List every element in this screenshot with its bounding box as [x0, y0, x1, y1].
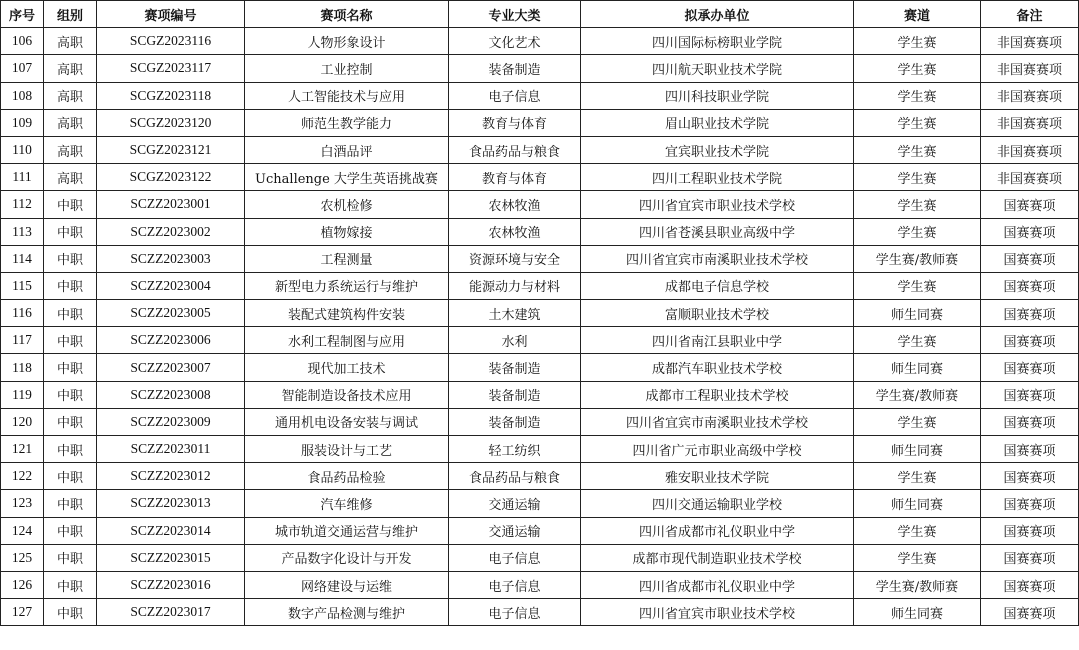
- cell-category: 电子信息: [449, 599, 581, 626]
- cell-category: 装备制造: [449, 381, 581, 408]
- cell-category: 资源环境与安全: [449, 245, 581, 272]
- cell-group: 中职: [44, 245, 97, 272]
- cell-code: SCGZ2023116: [97, 28, 245, 55]
- cell-category: 水利: [449, 327, 581, 354]
- cell-index: 113: [1, 218, 44, 245]
- cell-group: 中职: [44, 490, 97, 517]
- cell-group: 中职: [44, 436, 97, 463]
- cell-index: 123: [1, 490, 44, 517]
- table-row: [1, 300, 1079, 327]
- cell-name: 通用机电设备安装与调试: [245, 408, 449, 435]
- table-row: [1, 164, 1079, 191]
- cell-index: 115: [1, 272, 44, 299]
- table-row: [1, 28, 1079, 55]
- table-row: [1, 218, 1079, 245]
- cell-group: 中职: [44, 191, 97, 218]
- cell-category: 能源动力与材料: [449, 272, 581, 299]
- cell-host: 四川省南江县职业中学: [581, 327, 854, 354]
- cell-host: 成都电子信息学校: [581, 272, 854, 299]
- header-index: 序号: [1, 1, 44, 28]
- cell-code: SCZZ2023015: [97, 544, 245, 571]
- cell-name: 农机检修: [245, 191, 449, 218]
- cell-group: 中职: [44, 300, 97, 327]
- cell-category: 食品药品与粮食: [449, 136, 581, 163]
- cell-track: 学生赛: [854, 218, 981, 245]
- cell-group: 高职: [44, 164, 97, 191]
- cell-index: 114: [1, 245, 44, 272]
- table-row: [1, 272, 1079, 299]
- cell-index: 121: [1, 436, 44, 463]
- cell-note: 国赛赛项: [981, 463, 1079, 490]
- cell-category: 装备制造: [449, 354, 581, 381]
- cell-track: 学生赛: [854, 55, 981, 82]
- cell-code: SCZZ2023012: [97, 463, 245, 490]
- table-body: [1, 28, 1079, 626]
- cell-code: SCZZ2023017: [97, 599, 245, 626]
- cell-category: 装备制造: [449, 408, 581, 435]
- cell-track: 学生赛/教师赛: [854, 381, 981, 408]
- cell-note: 非国赛赛项: [981, 136, 1079, 163]
- cell-name: 装配式建筑构件安装: [245, 300, 449, 327]
- cell-host: 四川省成都市礼仪职业中学: [581, 517, 854, 544]
- cell-track: 学生赛/教师赛: [854, 245, 981, 272]
- header-name: 赛项名称: [245, 1, 449, 28]
- cell-code: SCZZ2023013: [97, 490, 245, 517]
- cell-host: 成都汽车职业技术学校: [581, 354, 854, 381]
- cell-code: SCZZ2023011: [97, 436, 245, 463]
- cell-index: 107: [1, 55, 44, 82]
- cell-code: SCZZ2023007: [97, 354, 245, 381]
- cell-group: 中职: [44, 381, 97, 408]
- cell-host: 雅安职业技术学院: [581, 463, 854, 490]
- cell-track: 学生赛: [854, 544, 981, 571]
- cell-note: 非国赛赛项: [981, 82, 1079, 109]
- table-row: [1, 245, 1079, 272]
- table-row: [1, 544, 1079, 571]
- cell-group: 中职: [44, 327, 97, 354]
- cell-track: 学生赛: [854, 191, 981, 218]
- table-row: [1, 354, 1079, 381]
- cell-track: 师生同赛: [854, 490, 981, 517]
- cell-note: 国赛赛项: [981, 436, 1079, 463]
- cell-group: 高职: [44, 109, 97, 136]
- cell-code: SCZZ2023009: [97, 408, 245, 435]
- cell-group: 高职: [44, 28, 97, 55]
- table-row: [1, 109, 1079, 136]
- cell-index: 122: [1, 463, 44, 490]
- cell-note: 国赛赛项: [981, 272, 1079, 299]
- cell-track: 学生赛: [854, 272, 981, 299]
- header-host: 拟承办单位: [581, 1, 854, 28]
- cell-name: 智能制造设备技术应用: [245, 381, 449, 408]
- cell-note: 国赛赛项: [981, 245, 1079, 272]
- cell-note: 国赛赛项: [981, 300, 1079, 327]
- cell-host: 四川省宜宾市职业技术学校: [581, 191, 854, 218]
- cell-name: 数字产品检测与维护: [245, 599, 449, 626]
- cell-index: 118: [1, 354, 44, 381]
- cell-index: 126: [1, 571, 44, 598]
- cell-host: 眉山职业技术学院: [581, 109, 854, 136]
- cell-code: SCZZ2023003: [97, 245, 245, 272]
- table-row: [1, 408, 1079, 435]
- cell-code: SCGZ2023120: [97, 109, 245, 136]
- cell-group: 中职: [44, 463, 97, 490]
- cell-host: 四川交通运输职业学校: [581, 490, 854, 517]
- cell-name: 工程测量: [245, 245, 449, 272]
- cell-note: 国赛赛项: [981, 408, 1079, 435]
- cell-host: 四川航天职业技术学院: [581, 55, 854, 82]
- header-track: 赛道: [854, 1, 981, 28]
- cell-track: 学生赛: [854, 28, 981, 55]
- cell-category: 教育与体育: [449, 164, 581, 191]
- cell-note: 国赛赛项: [981, 381, 1079, 408]
- cell-index: 125: [1, 544, 44, 571]
- cell-host: 四川省宜宾市职业技术学校: [581, 599, 854, 626]
- table-row: [1, 55, 1079, 82]
- cell-group: 中职: [44, 571, 97, 598]
- cell-code: SCZZ2023016: [97, 571, 245, 598]
- cell-note: 国赛赛项: [981, 191, 1079, 218]
- cell-name: 师范生教学能力: [245, 109, 449, 136]
- cell-track: 师生同赛: [854, 354, 981, 381]
- table-row: [1, 571, 1079, 598]
- cell-note: 国赛赛项: [981, 354, 1079, 381]
- table-row: [1, 490, 1079, 517]
- cell-note: 非国赛赛项: [981, 55, 1079, 82]
- cell-host: 四川省苍溪县职业高级中学: [581, 218, 854, 245]
- table-row: [1, 136, 1079, 163]
- header-group: 组别: [44, 1, 97, 28]
- table-row: [1, 463, 1079, 490]
- cell-track: 学生赛: [854, 82, 981, 109]
- cell-note: 非国赛赛项: [981, 28, 1079, 55]
- cell-group: 中职: [44, 354, 97, 381]
- cell-code: SCGZ2023121: [97, 136, 245, 163]
- cell-track: 学生赛: [854, 109, 981, 136]
- cell-name: 水利工程制图与应用: [245, 327, 449, 354]
- cell-track: 学生赛: [854, 408, 981, 435]
- cell-note: 国赛赛项: [981, 599, 1079, 626]
- cell-code: SCGZ2023122: [97, 164, 245, 191]
- cell-name: 新型电力系统运行与维护: [245, 272, 449, 299]
- cell-code: SCGZ2023118: [97, 82, 245, 109]
- cell-name: 食品药品检验: [245, 463, 449, 490]
- cell-track: 师生同赛: [854, 436, 981, 463]
- cell-note: 国赛赛项: [981, 571, 1079, 598]
- cell-note: 非国赛赛项: [981, 164, 1079, 191]
- cell-name: 服装设计与工艺: [245, 436, 449, 463]
- table-row: [1, 436, 1079, 463]
- cell-name: 现代加工技术: [245, 354, 449, 381]
- cell-code: SCZZ2023004: [97, 272, 245, 299]
- cell-category: 电子信息: [449, 571, 581, 598]
- cell-name: Uchallenge 大学生英语挑战赛: [245, 164, 449, 191]
- cell-track: 学生赛: [854, 136, 981, 163]
- cell-index: 119: [1, 381, 44, 408]
- cell-index: 108: [1, 82, 44, 109]
- cell-host: 四川省成都市礼仪职业中学: [581, 571, 854, 598]
- table-row: [1, 82, 1079, 109]
- cell-index: 109: [1, 109, 44, 136]
- cell-index: 120: [1, 408, 44, 435]
- cell-category: 交通运输: [449, 517, 581, 544]
- cell-name: 人工智能技术与应用: [245, 82, 449, 109]
- cell-host: 宜宾职业技术学院: [581, 136, 854, 163]
- cell-code: SCZZ2023006: [97, 327, 245, 354]
- cell-note: 国赛赛项: [981, 327, 1079, 354]
- cell-track: 学生赛: [854, 517, 981, 544]
- cell-index: 106: [1, 28, 44, 55]
- header-category: 专业大类: [449, 1, 581, 28]
- cell-category: 食品药品与粮食: [449, 463, 581, 490]
- cell-host: 四川省宜宾市南溪职业技术学校: [581, 245, 854, 272]
- cell-host: 四川科技职业学院: [581, 82, 854, 109]
- cell-note: 国赛赛项: [981, 218, 1079, 245]
- table-row: [1, 517, 1079, 544]
- cell-name: 城市轨道交通运营与维护: [245, 517, 449, 544]
- cell-track: 师生同赛: [854, 300, 981, 327]
- cell-note: 非国赛赛项: [981, 109, 1079, 136]
- cell-group: 高职: [44, 55, 97, 82]
- header-row: [1, 1, 1079, 28]
- cell-name: 植物嫁接: [245, 218, 449, 245]
- cell-index: 116: [1, 300, 44, 327]
- cell-note: 国赛赛项: [981, 490, 1079, 517]
- cell-group: 中职: [44, 408, 97, 435]
- cell-index: 110: [1, 136, 44, 163]
- cell-index: 112: [1, 191, 44, 218]
- cell-index: 127: [1, 599, 44, 626]
- cell-name: 人物形象设计: [245, 28, 449, 55]
- cell-category: 电子信息: [449, 544, 581, 571]
- cell-track: 学生赛: [854, 164, 981, 191]
- cell-group: 中职: [44, 218, 97, 245]
- cell-index: 117: [1, 327, 44, 354]
- cell-group: 中职: [44, 599, 97, 626]
- cell-index: 124: [1, 517, 44, 544]
- cell-group: 中职: [44, 544, 97, 571]
- cell-note: 国赛赛项: [981, 544, 1079, 571]
- cell-host: 四川工程职业技术学院: [581, 164, 854, 191]
- table-row: [1, 191, 1079, 218]
- cell-index: 111: [1, 164, 44, 191]
- cell-category: 电子信息: [449, 82, 581, 109]
- cell-host: 四川国际标榜职业学院: [581, 28, 854, 55]
- cell-group: 中职: [44, 272, 97, 299]
- cell-group: 高职: [44, 82, 97, 109]
- cell-category: 农林牧渔: [449, 218, 581, 245]
- cell-group: 高职: [44, 136, 97, 163]
- cell-code: SCZZ2023014: [97, 517, 245, 544]
- cell-host: 四川省广元市职业高级中学校: [581, 436, 854, 463]
- cell-track: 师生同赛: [854, 599, 981, 626]
- cell-name: 工业控制: [245, 55, 449, 82]
- cell-host: 成都市工程职业技术学校: [581, 381, 854, 408]
- cell-category: 交通运输: [449, 490, 581, 517]
- cell-group: 中职: [44, 517, 97, 544]
- cell-category: 土木建筑: [449, 300, 581, 327]
- cell-host: 成都市现代制造职业技术学校: [581, 544, 854, 571]
- cell-code: SCZZ2023008: [97, 381, 245, 408]
- cell-name: 白酒品评: [245, 136, 449, 163]
- cell-name: 网络建设与运维: [245, 571, 449, 598]
- cell-host: 四川省宜宾市南溪职业技术学校: [581, 408, 854, 435]
- cell-name: 产品数字化设计与开发: [245, 544, 449, 571]
- cell-code: SCZZ2023001: [97, 191, 245, 218]
- cell-category: 装备制造: [449, 55, 581, 82]
- table-row: [1, 327, 1079, 354]
- cell-note: 国赛赛项: [981, 517, 1079, 544]
- cell-track: 学生赛: [854, 327, 981, 354]
- cell-code: SCZZ2023002: [97, 218, 245, 245]
- cell-category: 轻工纺织: [449, 436, 581, 463]
- cell-category: 农林牧渔: [449, 191, 581, 218]
- header-code: 赛项编号: [97, 1, 245, 28]
- cell-track: 学生赛/教师赛: [854, 571, 981, 598]
- table-row: [1, 381, 1079, 408]
- cell-code: SCGZ2023117: [97, 55, 245, 82]
- cell-code: SCZZ2023005: [97, 300, 245, 327]
- cell-track: 学生赛: [854, 463, 981, 490]
- header-note: 备注: [981, 1, 1079, 28]
- cell-category: 文化艺术: [449, 28, 581, 55]
- cell-host: 富顺职业技术学校: [581, 300, 854, 327]
- table-row: [1, 599, 1079, 626]
- cell-name: 汽车维修: [245, 490, 449, 517]
- cell-category: 教育与体育: [449, 109, 581, 136]
